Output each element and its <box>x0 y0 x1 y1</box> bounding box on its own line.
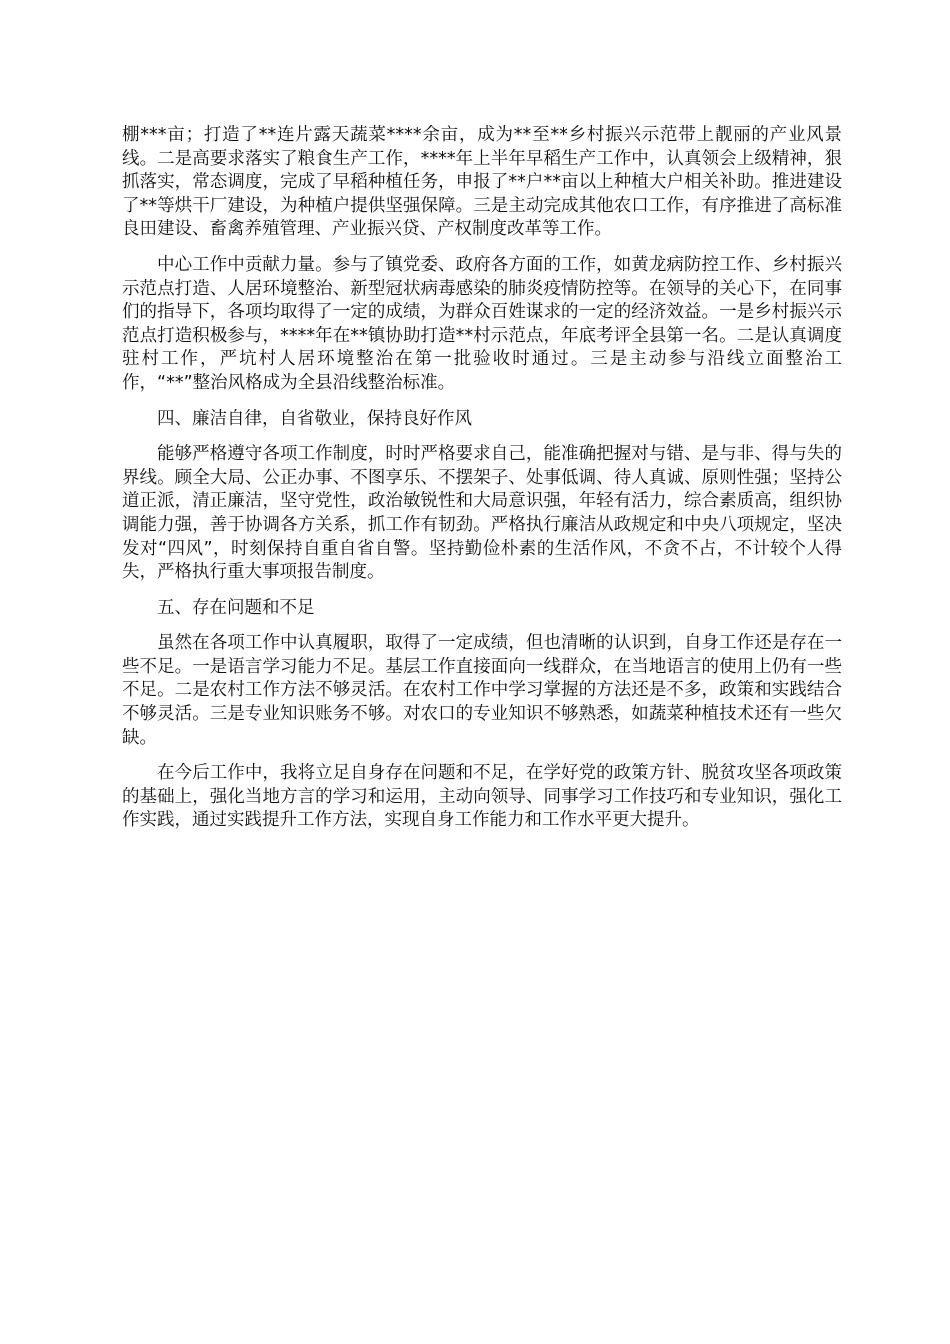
paragraph-integrity: 能够严格遵守各项工作制度，时时严格要求自己，能准确把握对与错、是与非、得与失的界线。顾全大局、公正办事、不图享乐、不摆架子、处事低调、待人真诚、原则性强；坚持公道正派，清正廉洁，坚守党性，政治敏锐性和大局意识强，年轻有活力，综合素质高，组织协调能力强，善于协调各方关系，抓工作有韧劲。严格执行廉洁从政规定和中央八项规定，坚决发对“四风”，时刻保持自重自省自警。坚持勤俭朴素的生活作风，不贪不占，不计较个人得失，严格执行重大事项报告制度。 <box>122 444 842 583</box>
paragraph-problems: 虽然在各项工作中认真履职，取得了一定成绩，但也清晰的认识到，自身工作还是存在一些不足。一是语言学习能力不足。基层工作直接面向一线群众，在当地语言的使用上仍有一些不足。二是农村工作方法不够灵活。在农村工作中学习掌握的方法还是不多，政策和实践结合不够灵活。三是专业知识账务不够。对农口的专业知识不够熟悉，如蔬菜种植技术还有一些欠缺。 <box>122 633 842 748</box>
section-heading-problems: 五、存在问题和不足 <box>157 597 315 618</box>
document-body <box>122 124 842 845</box>
paragraph-future: 在今后工作中，我将立足自身存在问题和不足，在学好党的政策方针、脱贫攻坚各项政策的基础上，强化当地方言的学习和运用，主动向领导、同事学习工作技巧和专业知识，强化工作实践，通过实践提升工作方法，实现自身工作能力和工作水平更大提升。 <box>122 763 842 831</box>
paragraph-central-work: 中心工作中贡献力量。参与了镇党委、政府各方面的工作，如黄龙病防控工作、乡村振兴示范点打造、人居环境整治、新型冠状病毒感染的肺炎疫情防控等。在领导的关心下，在同事们的指导下，各项均取得了一定的成绩，为群众百姓谋求的一定的经济效益。一是乡村振兴示范点打造积极参与，****年在**镇协助打造**村示范点，年底考评全县第一名。二是认真调度驻村工作，严坑村人居环境整治在第一批验收时通过。三是主动参与沿线立面整治工作，“**”整治风格成为全县沿线整治标准。 <box>122 254 842 393</box>
paragraph-continued: 棚***亩；打造了**连片露天蔬菜****余亩，成为**至**乡村振兴示范带上靓丽的产业风景线。二是高要求落实了粮食生产工作，****年上半年早稻生产工作中，认真领会上级精神，狠抓落实，常态调度，完成了早稻种植任务，申报了**户**亩以上种植大户相关补助。推进建设了**等烘干厂建设，为种植户提供坚强保障。三是主动完成其他农口工作，有序推进了高标准良田建设、畜禽养殖管理、产业振兴贷、产权制度改革等工作。 <box>122 125 842 240</box>
section-heading-integrity: 四、廉洁自律，自省敬业，保持良好作风 <box>157 408 472 429</box>
